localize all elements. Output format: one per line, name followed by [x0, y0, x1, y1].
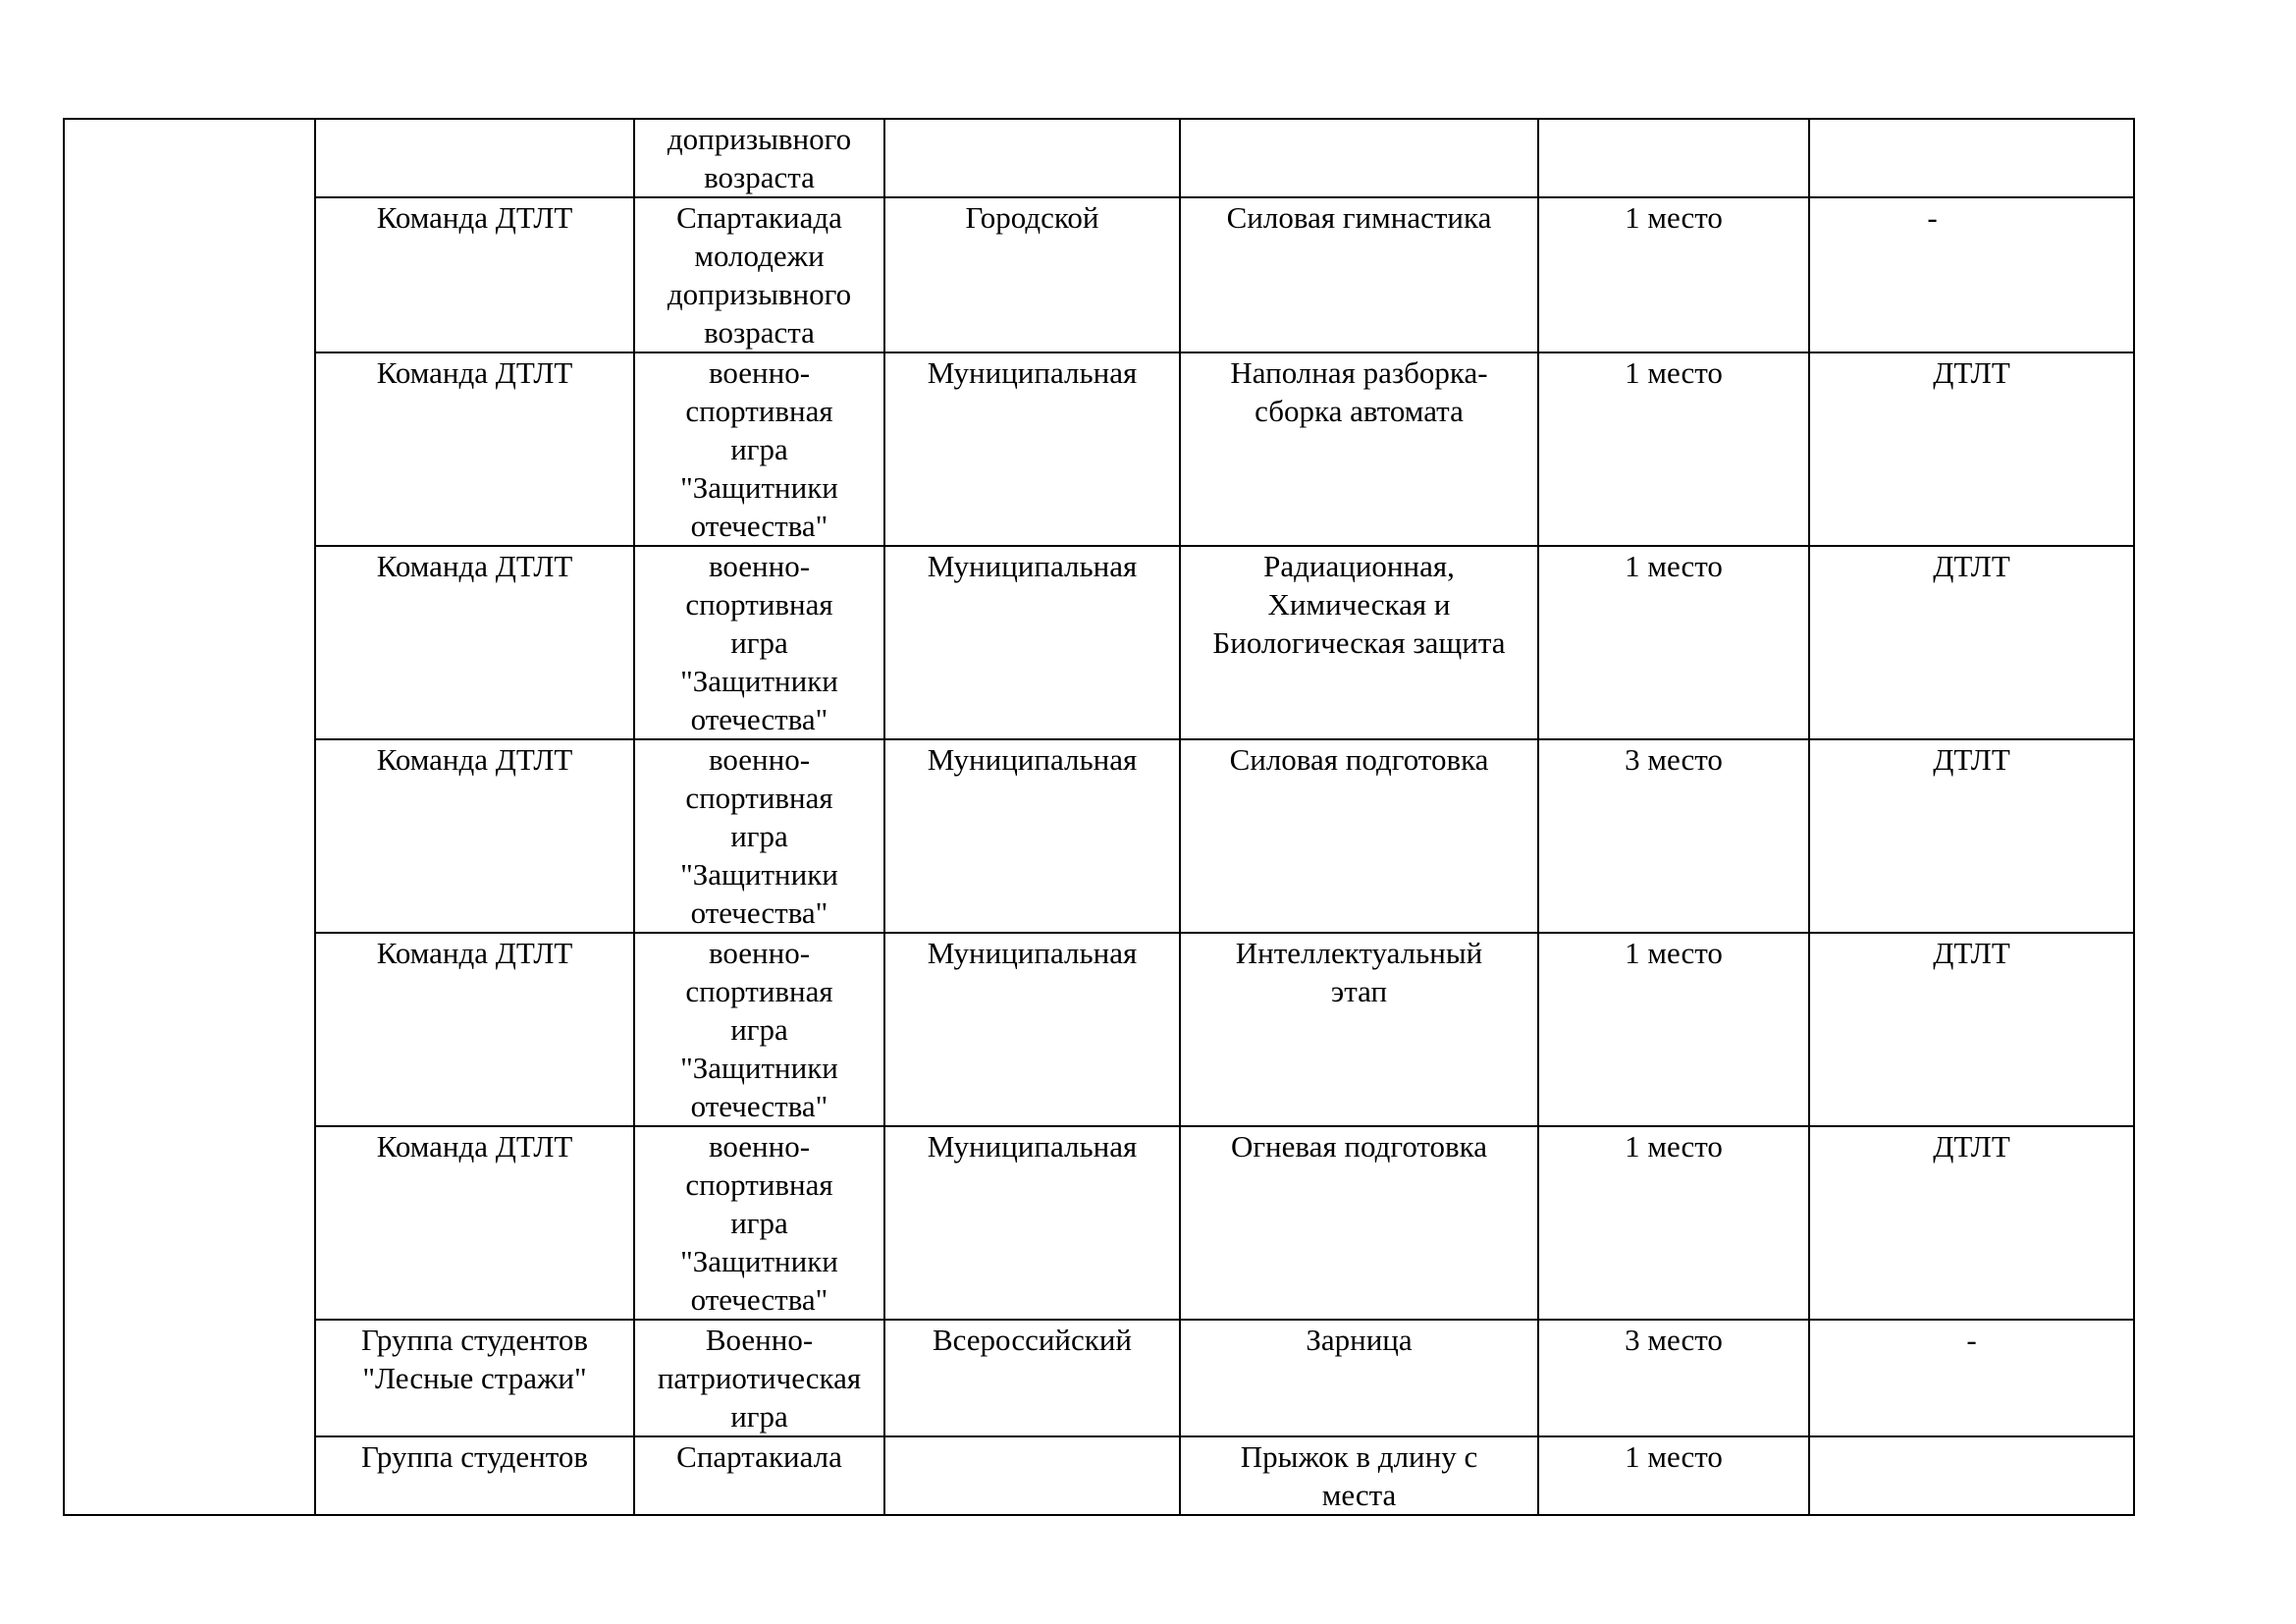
organizer-cell: ДТЛТ [1809, 739, 2134, 933]
discipline-cell: Радиационная, Химическая и Биологическая защита [1180, 546, 1538, 739]
table-row [64, 352, 2134, 546]
event-cell: военно- спортивная игра "Защитники отечества" [634, 933, 884, 1126]
result-cell: 1 место [1538, 352, 1809, 546]
event-cell: военно- спортивная игра "Защитники отечества" [634, 739, 884, 933]
participant-cell: Группа студентов [315, 1436, 634, 1515]
table-row [64, 1320, 2134, 1436]
participant-cell: Группа студентов "Лесные стражи" [315, 1320, 634, 1436]
discipline-cell: Наполная разборка- сборка автомата [1180, 352, 1538, 546]
table-row [64, 933, 2134, 1126]
organizer-cell: - [1809, 1320, 2134, 1436]
discipline-cell: Огневая подготовка [1180, 1126, 1538, 1320]
merged-empty-cell [64, 119, 315, 1515]
event-cell: военно- спортивная игра "Защитники отечества" [634, 352, 884, 546]
table-row [64, 739, 2134, 933]
table-row [64, 1436, 2134, 1515]
organizer-cell: ДТЛТ [1809, 352, 2134, 546]
level-cell: Муниципальная [884, 1126, 1180, 1320]
level-cell: Муниципальная [884, 546, 1180, 739]
result-cell: 3 место [1538, 739, 1809, 933]
level-cell: Муниципальная [884, 352, 1180, 546]
level-cell: Городской [884, 197, 1180, 352]
participant-cell: Команда ДТЛТ [315, 933, 634, 1126]
level-cell [884, 1436, 1180, 1515]
organizer-cell [1809, 119, 2134, 197]
result-cell: 3 место [1538, 1320, 1809, 1436]
level-cell: Муниципальная [884, 933, 1180, 1126]
table-row [64, 546, 2134, 739]
result-cell: 1 место [1538, 546, 1809, 739]
result-cell: 1 место [1538, 1436, 1809, 1515]
event-cell: военно- спортивная игра "Защитники отечества" [634, 546, 884, 739]
participant-cell: Команда ДТЛТ [315, 739, 634, 933]
event-cell: допризывного возраста [634, 119, 884, 197]
table-row [64, 1126, 2134, 1320]
discipline-cell: Интеллектуальный этап [1180, 933, 1538, 1126]
result-cell: 1 место [1538, 933, 1809, 1126]
event-cell: Спартакиала [634, 1436, 884, 1515]
participant-cell: Команда ДТЛТ [315, 197, 634, 352]
discipline-cell: Силовая подготовка [1180, 739, 1538, 933]
table-row [64, 197, 2134, 352]
discipline-cell: Силовая гимнастика [1180, 197, 1538, 352]
level-cell: Муниципальная [884, 739, 1180, 933]
event-cell: Спартакиада молодежи допризывного возраста [634, 197, 884, 352]
organizer-cell: ДТЛТ [1809, 546, 2134, 739]
event-cell: Военно- патриотическая игра [634, 1320, 884, 1436]
results-table [63, 118, 2135, 1516]
level-cell: Всероссийский [884, 1320, 1180, 1436]
organizer-cell: ДТЛТ [1809, 933, 2134, 1126]
participant-cell: Команда ДТЛТ [315, 1126, 634, 1320]
participant-cell [315, 119, 634, 197]
result-cell: 1 место [1538, 197, 1809, 352]
participant-cell: Команда ДТЛТ [315, 352, 634, 546]
discipline-cell: Прыжок в длину с места [1180, 1436, 1538, 1515]
organizer-cell: ДТЛТ [1809, 1126, 2134, 1320]
discipline-cell [1180, 119, 1538, 197]
event-cell: военно- спортивная игра "Защитники отечества" [634, 1126, 884, 1320]
participant-cell: Команда ДТЛТ [315, 546, 634, 739]
level-cell [884, 119, 1180, 197]
result-cell [1538, 119, 1809, 197]
organizer-cell: - [1809, 197, 2134, 352]
organizer-cell [1809, 1436, 2134, 1515]
discipline-cell: Зарница [1180, 1320, 1538, 1436]
table-row [64, 119, 2134, 197]
result-cell: 1 место [1538, 1126, 1809, 1320]
